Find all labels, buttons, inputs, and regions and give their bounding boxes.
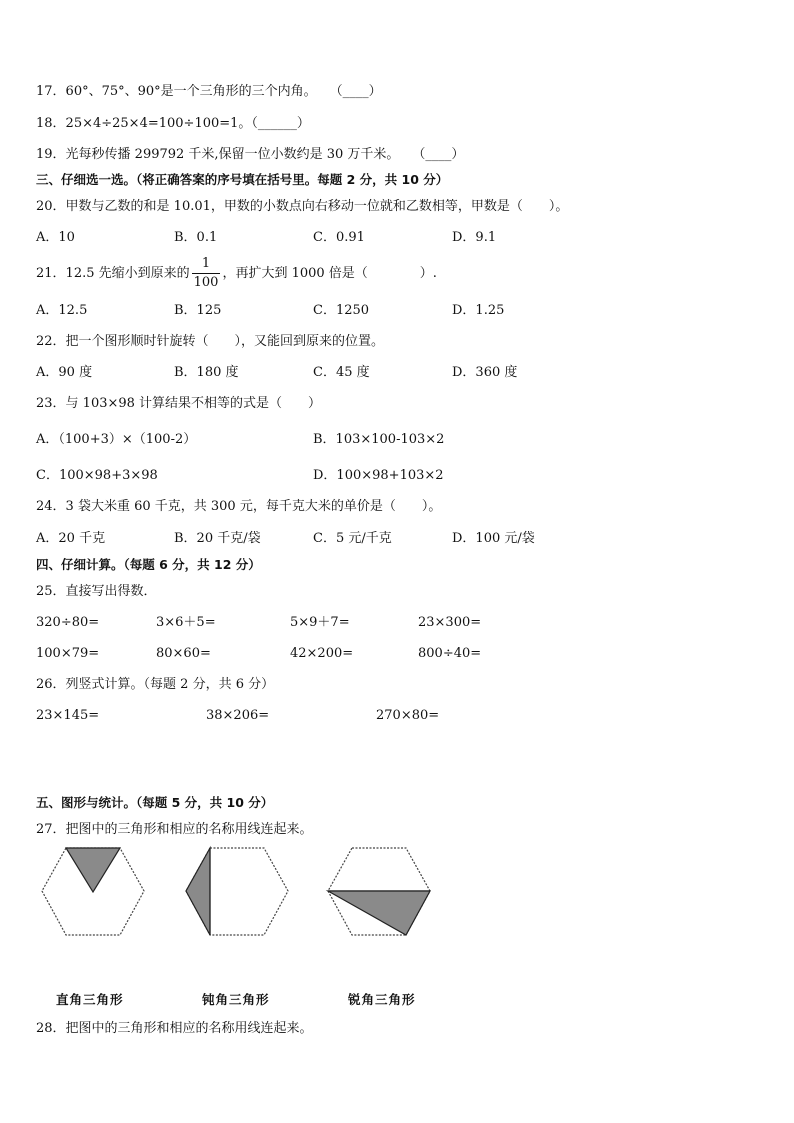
- q23-option-d: D．100×98+103×2: [313, 468, 444, 483]
- q22-option-b: B．180 度: [174, 365, 239, 380]
- question-18: 18．25×4÷25×4=100÷100=1。（______）: [36, 116, 310, 131]
- q25-item: 80×60=: [156, 646, 211, 661]
- label-obtuse-triangle: 钝角三角形: [202, 992, 270, 1007]
- label-acute-triangle: 锐角三角形: [348, 992, 416, 1007]
- question-19: 19．光每秒传播 299792 千米,保留一位小数约是 30 万千米。 （____）: [36, 147, 465, 162]
- q20-option-a: A．10: [36, 230, 75, 245]
- q23-option-a: A．（100+3）×（100-2）: [36, 432, 197, 447]
- q24-option-c: C．5 元/千克: [313, 531, 392, 546]
- section-4-heading: 四、仔细计算。（每题 6 分，共 12 分）: [36, 557, 261, 572]
- q21-text-after: ，再扩大到 1000 倍是（ ）.: [222, 266, 437, 281]
- q23-option-b: B．103×100-103×2: [313, 432, 445, 447]
- q23-option-c: C．100×98+3×98: [36, 468, 158, 483]
- q20-option-b: B．0.1: [174, 230, 218, 245]
- q22-option-c: C．45 度: [313, 365, 370, 380]
- q22-option-a: A．90 度: [36, 365, 93, 380]
- q24-option-b: B．20 千克/袋: [174, 531, 261, 546]
- section-3-heading: 三、仔细选一选。（将正确答案的序号填在括号里。每题 2 分，共 10 分）: [36, 172, 449, 187]
- hexagon-figure-2: [182, 845, 292, 940]
- q21-fraction: [192, 255, 221, 292]
- hexagon-figure-1: [38, 845, 148, 940]
- q26-item: 270×80=: [376, 708, 440, 723]
- q21-option-b: B．125: [174, 303, 222, 318]
- question-24: 24．3 袋大米重 60 千克，共 300 元，每千克大米的单价是（ ）。: [36, 499, 442, 514]
- q22-option-d: D．360 度: [452, 365, 518, 380]
- question-17: 17．60°、75°、90°是一个三角形的三个内角。 （____）: [36, 84, 382, 99]
- q21-numerator: 1: [192, 255, 221, 274]
- q20-option-c: C．0.91: [313, 230, 365, 245]
- q21-option-a: A．12.5: [36, 303, 88, 318]
- q26-item: 23×145=: [36, 708, 100, 723]
- q24-option-d: D．100 元/袋: [452, 531, 535, 546]
- q25-item: 5×9＋7=: [290, 615, 350, 630]
- hexagon-figure-3: [324, 845, 434, 940]
- section-5-heading: 五、图形与统计。（每题 5 分，共 10 分）: [36, 795, 274, 810]
- q20-option-d: D．9.1: [452, 230, 497, 245]
- question-23: 23．与 103×98 计算结果不相等的式是（ ）: [36, 396, 322, 411]
- q21-denominator: 100: [193, 275, 219, 290]
- label-right-triangle: 直角三角形: [56, 992, 124, 1007]
- question-27: 27．把图中的三角形和相应的名称用线连起来。: [36, 822, 313, 837]
- question-22: 22．把一个图形顺时针旋转（ ），又能回到原来的位置。: [36, 334, 385, 349]
- question-25: 25．直接写出得数．: [36, 584, 157, 599]
- question-20: 20．甲数与乙数的和是 10.01，甲数的小数点向右移动一位就和乙数相等，甲数是（ ）。: [36, 199, 569, 214]
- q24-option-a: A．20 千克: [36, 531, 106, 546]
- question-28: 28．把图中的三角形和相应的名称用线连起来。: [36, 1021, 313, 1036]
- q21-text-before: 21．12.5 先缩小到原来的: [36, 266, 190, 281]
- q25-item: 100×79=: [36, 646, 100, 661]
- question-26: 26．列竖式计算。（每题 2 分，共 6 分）: [36, 677, 275, 692]
- q21-option-d: D．1.25: [452, 303, 505, 318]
- q25-item: 42×200=: [290, 646, 354, 661]
- q25-item: 320÷80=: [36, 615, 100, 630]
- q26-item: 38×206=: [206, 708, 270, 723]
- q25-item: 800÷40=: [418, 646, 482, 661]
- q21-option-c: C．1250: [313, 303, 370, 318]
- question-21: [36, 255, 437, 293]
- q25-item: 3×6＋5=: [156, 615, 216, 630]
- q25-item: 23×300=: [418, 615, 482, 630]
